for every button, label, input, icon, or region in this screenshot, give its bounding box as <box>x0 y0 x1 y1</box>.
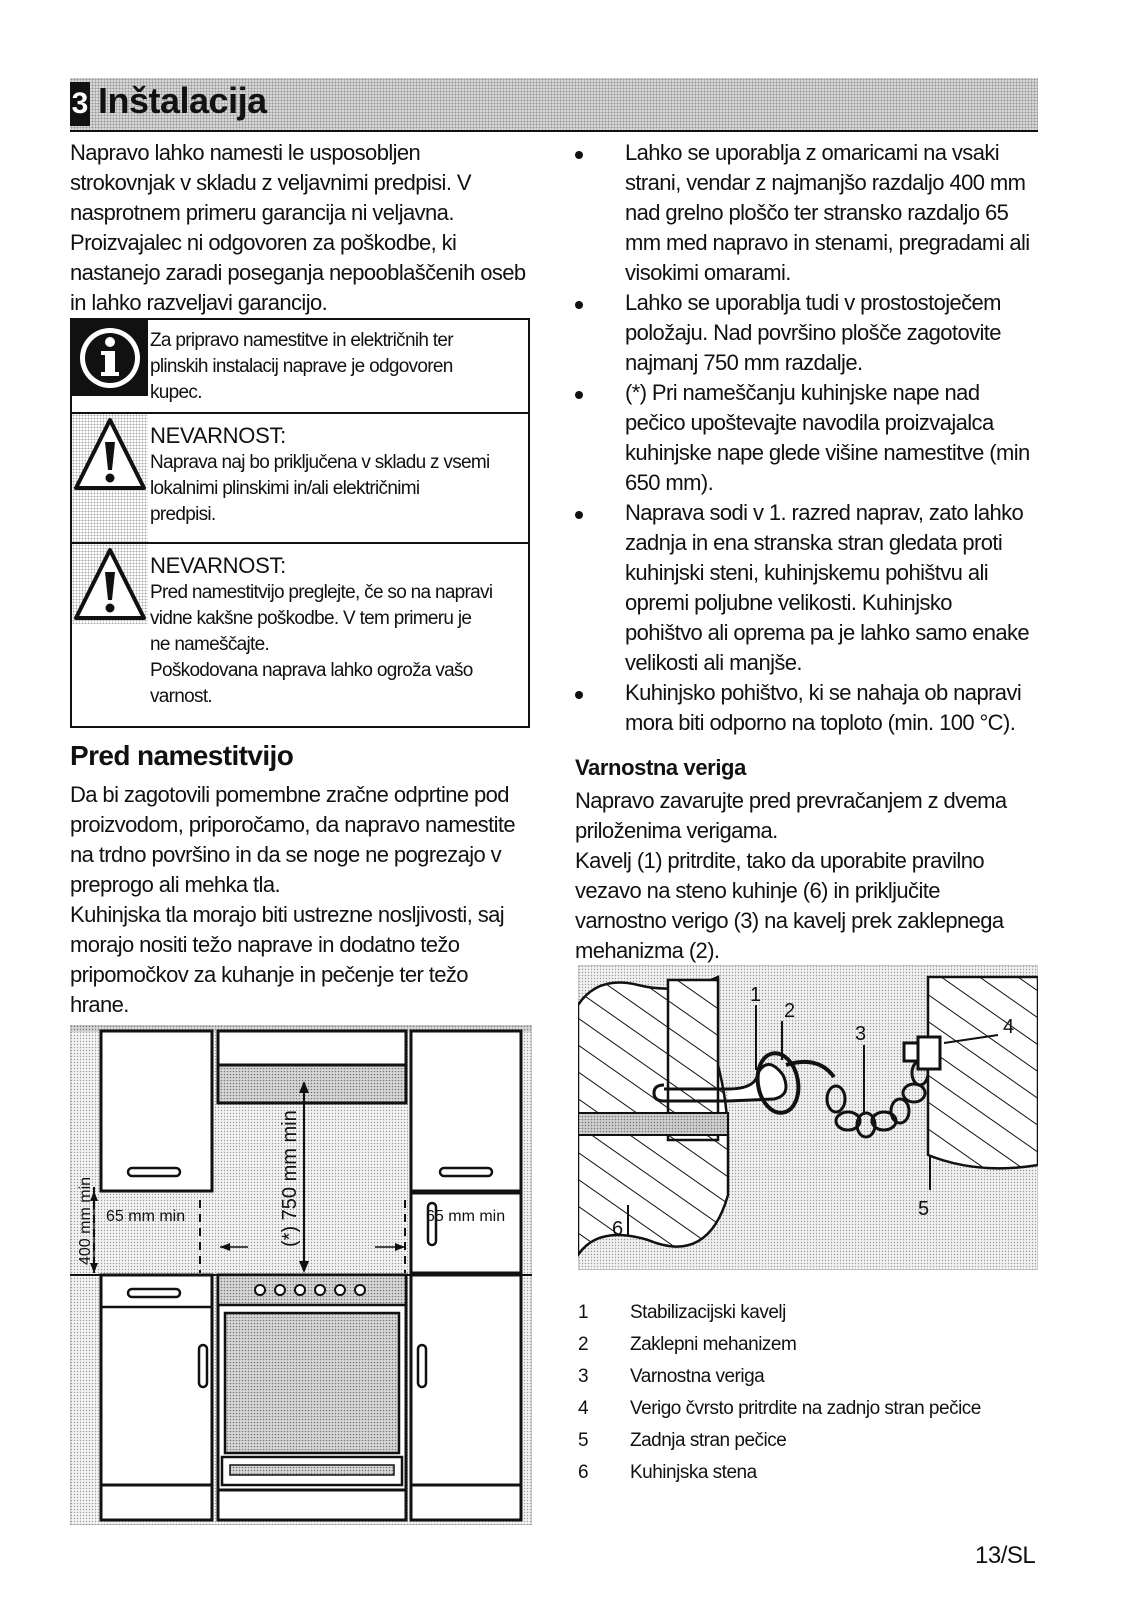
bullet-line: kuhinjski steni, kuhinjskemu pohištvu ali <box>625 560 989 585</box>
before-line: morajo nositi težo naprave in dodatno težo <box>70 932 460 957</box>
list-item <box>575 498 1045 678</box>
bullet-line: pečico upoštevajte navodila proizvajalca <box>625 410 994 435</box>
diagram-label: 5 <box>918 1198 930 1220</box>
intro-line: Proizvajalec ni odgovoren za poškodbe, ki <box>70 230 457 255</box>
before-line: hrane. <box>70 992 129 1017</box>
list-item <box>575 378 1045 498</box>
bullet-line: pohištvo ali oprema pa je lahko samo enake <box>625 620 1030 645</box>
before-line: pripomočkov za kuhanje in pečenje ter težo <box>70 962 468 987</box>
bullet-line: Naprava sodi v 1. razred naprav, zato lahko <box>625 500 1024 525</box>
bullet-icon <box>575 391 583 399</box>
legend-text: Zadnja stran pečice <box>630 1430 787 1451</box>
label-400: 400 mm min <box>77 1176 94 1265</box>
warning-line: lokalnimi plinskimi in/ali električnimi <box>150 478 420 499</box>
label-750: (*) 750 mm min <box>279 1110 301 1247</box>
legend-text: Kuhinjska stena <box>630 1462 757 1483</box>
section-number: 3 <box>70 82 90 126</box>
bullet-icon <box>575 151 583 159</box>
safety-chain-text <box>575 786 1045 966</box>
warning-line: ne nameščajte. <box>150 634 270 655</box>
chain-line: varnostno verigo (3) na kavelj prek zaklepnega <box>575 908 1004 933</box>
diagram-label: 6 <box>612 1218 624 1240</box>
legend-num: 1 <box>578 1302 589 1323</box>
chain-line: priloženima verigama. <box>575 818 778 843</box>
bullet-line: (*) Pri nameščanju kuhinjske nape nad <box>625 380 980 405</box>
section-title: Inštalacija <box>98 80 267 121</box>
bullet-line: mm med napravo in stenami, pregradami ali <box>625 230 1030 255</box>
diagram-label: 2 <box>784 1000 796 1022</box>
diagram-legend <box>578 1297 1048 1489</box>
label-65-right: 65 mm min <box>426 1208 506 1225</box>
safety-chain-title: Varnostna veriga <box>575 755 746 780</box>
legend-num: 5 <box>578 1430 589 1451</box>
info-line: Za pripravo namestitve in električnih ter <box>150 330 453 351</box>
warning-icon <box>72 544 148 624</box>
before-install-title: Pred namestitvijo <box>70 740 294 771</box>
legend-text: Varnostna veriga <box>630 1366 765 1387</box>
warning-heading: NEVARNOST: <box>150 553 286 578</box>
legend-text: Stabilizacijski kavelj <box>630 1302 786 1323</box>
legend-row <box>578 1425 1048 1457</box>
warning-line: Poškodovana naprava lahko ogroža vašo <box>150 660 473 681</box>
chain-line: vezavo na steno kuhinje (6) in priključite <box>575 878 940 903</box>
before-line: Kuhinjska tla morajo biti ustrezne nosljivosti, saj <box>70 902 505 927</box>
bullet-line: nad grelno ploščo ter stransko razdaljo 65 <box>625 200 1009 225</box>
diagram-label: 3 <box>855 1023 867 1045</box>
info-line: plinskih instalacij naprave je odgovoren <box>150 356 453 377</box>
chain-line: mehanizma (2). <box>575 938 720 963</box>
warning-heading: NEVARNOST: <box>150 423 286 448</box>
diagram-label: 1 <box>750 984 762 1006</box>
warning-line: varnost. <box>150 686 212 707</box>
page-number: 13/SL <box>975 1542 1036 1569</box>
warning-icon <box>72 414 148 542</box>
intro-line: strokovnjak v skladu z veljavnimi predpisi. V <box>70 170 471 195</box>
bullet-line: velikosti ali manjše. <box>625 650 802 675</box>
info-notice <box>72 320 528 414</box>
requirements-list <box>575 138 1045 738</box>
warning-line: Pred namestitvijo preglejte, če so na napravi <box>150 582 493 603</box>
diagram-label: 4 <box>1003 1016 1015 1038</box>
legend-text: Zaklepni mehanizem <box>630 1334 797 1355</box>
section-header <box>70 78 1038 132</box>
bullet-line: Kuhinjsko pohištvo, ki se nahaja ob napravi <box>625 680 1022 705</box>
legend-num: 3 <box>578 1366 589 1387</box>
bullet-line: kuhinjske nape glede višine namestitve (min <box>625 440 1030 465</box>
legend-num: 2 <box>578 1334 589 1355</box>
intro-line: Napravo lahko namesti le usposobljen <box>70 140 421 165</box>
warning-notice <box>72 414 528 544</box>
before-install-text <box>70 780 535 1020</box>
bullet-line: opremi poljubne velikosti. Kuhinjsko <box>625 590 952 615</box>
bullet-line: visokimi omarami. <box>625 260 791 285</box>
legend-text: Verigo čvrsto pritrdite na zadnjo stran pečice <box>630 1398 981 1419</box>
bullet-line: strani, vendar z najmanjšo razdaljo 400 mm <box>625 170 1026 195</box>
bullet-line: Lahko se uporablja z omaricami na vsaki <box>625 140 1000 165</box>
bullet-icon <box>575 301 583 309</box>
before-line: preprogo ali mehka tla. <box>70 872 280 897</box>
intro-line: nastanejo zaradi poseganja nepooblaščenih oseb <box>70 260 526 285</box>
bullet-line: 650 mm). <box>625 470 714 495</box>
chain-line: Kavelj (1) pritrdite, tako da uporabite pravilno <box>575 848 984 873</box>
bullet-line: mora biti odporno na toploto (min. 100 °C). <box>625 710 1016 735</box>
intro-line: in lahko razveljavi garancijo. <box>70 290 328 315</box>
bullet-line: najmanj 750 mm razdalje. <box>625 350 863 375</box>
info-icon <box>72 320 148 396</box>
warning-line: predpisi. <box>150 504 216 525</box>
intro-text <box>70 138 535 318</box>
intro-line: nasprotnem primeru garancija ni veljavna. <box>70 200 454 225</box>
label-65-left: 65 mm min <box>106 1208 186 1225</box>
list-item <box>575 678 1045 738</box>
legend-row <box>578 1393 1048 1425</box>
before-line: Da bi zagotovili pomembne zračne odprtine pod <box>70 782 509 807</box>
bullet-line: zadnja in ena stranska stran gledata proti <box>625 530 1003 555</box>
safety-chain-diagram <box>578 965 1038 1270</box>
bullet-icon <box>575 511 583 519</box>
warning-line: Naprava naj bo priključena v skladu z vsemi <box>150 452 490 473</box>
legend-row <box>578 1361 1048 1393</box>
list-item <box>575 138 1045 288</box>
warning-notice <box>72 544 528 726</box>
legend-row <box>578 1297 1048 1329</box>
info-line: kupec. <box>150 382 202 403</box>
kitchen-clearance-diagram <box>70 1025 532 1525</box>
list-item <box>575 288 1045 378</box>
legend-row <box>578 1329 1048 1361</box>
notice-boxes <box>70 318 530 728</box>
before-line: proizvodom, priporočamo, da napravo namestite <box>70 812 516 837</box>
legend-num: 6 <box>578 1462 589 1483</box>
before-line: na trdno površino in da se noge ne pogrezajo v <box>70 842 502 867</box>
chain-line: Napravo zavarujte pred prevračanjem z dvema <box>575 788 1007 813</box>
legend-row <box>578 1457 1048 1489</box>
bullet-line: položaju. Nad površino plošče zagotovite <box>625 320 1001 345</box>
legend-num: 4 <box>578 1398 589 1419</box>
bullet-icon <box>575 691 583 699</box>
warning-line: vidne kakšne poškodbe. V tem primeru je <box>150 608 472 629</box>
bullet-line: Lahko se uporablja tudi v prostostoječem <box>625 290 1001 315</box>
